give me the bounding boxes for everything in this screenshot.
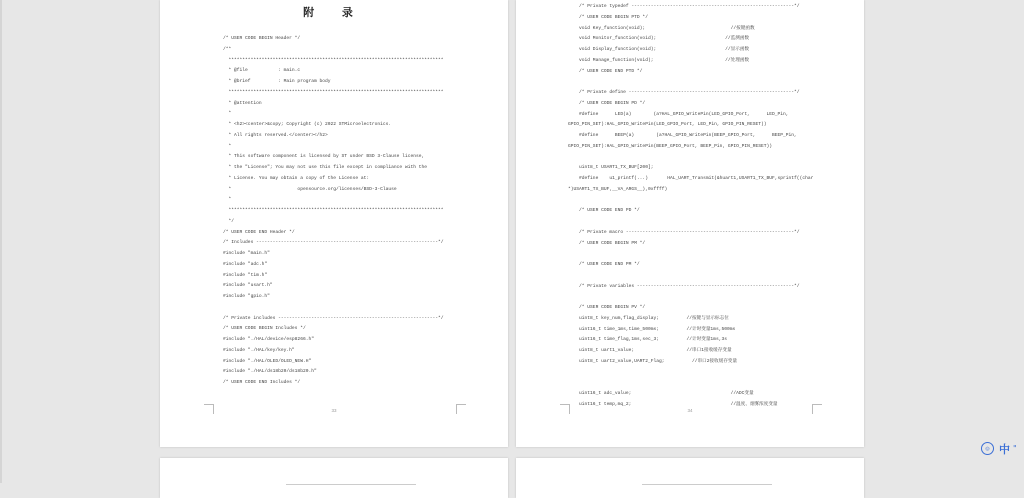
code-line: #include "./HAL/key/key.h": [223, 347, 295, 353]
code-line: *)USART1_TX_BUF,__VA_ARGS__),0xffff): [568, 186, 668, 192]
code-listing: [568, 2, 858, 411]
code-line: uint8_t USART1_TX_BUF[200];: [568, 165, 654, 171]
code-line: void Key_function(void); //按键函数: [568, 25, 755, 31]
code-line: /* Private includes ----------------------------------------------------------*/: [223, 315, 444, 321]
code-line: * @file : main.c: [223, 68, 301, 74]
faint-header-rule: [642, 484, 772, 485]
code-line: /* Private define ------------------------------------------------------------*/: [568, 90, 800, 95]
code-line: GPIO_PIN_SET):HAL_GPIO_WritePin(BEEP_GPIO_Port, BEEP_Pin, GPIO_PIN_RESET)): [568, 143, 772, 149]
translate-badge[interactable]: [981, 440, 1024, 457]
code-line: ******************************************************************************: [223, 89, 444, 95]
translate-icon[interactable]: ◎: [981, 442, 994, 455]
code-line: [568, 217, 858, 228]
code-line: [568, 292, 858, 303]
code-line: [568, 378, 858, 389]
code-line: /* USER CODE BEGIN PTD */: [568, 14, 648, 20]
code-line: /* USER CODE BEGIN PM */: [568, 240, 646, 246]
document-page-34: [516, 0, 864, 447]
code-line: #include "main.h": [223, 251, 270, 256]
code-line: uint8_t uart2_value,UART2_Flag; //串口2接收缓存变量: [568, 358, 738, 364]
code-line: * @attention: [223, 100, 262, 106]
page-number: 34: [687, 408, 693, 413]
code-line: #include "gpio.h": [223, 294, 270, 299]
code-line: void Monitor_function(void); //监测函数: [568, 36, 750, 42]
code-line: uint8_t key_num,flag_display; //按键与显示标志位: [568, 315, 729, 321]
code-line: /* USER CODE BEGIN PV */: [568, 305, 646, 310]
code-line: *: [223, 197, 232, 203]
code-line: #define LED(a) (a?HAL_GPIO_WritePin(LED_GPIO_Port, LED_Pin,: [568, 111, 789, 117]
code-line: ******************************************************************************: [223, 57, 444, 63]
code-line: *: [223, 111, 232, 117]
document-page-33: [160, 0, 508, 447]
code-line: /* USER CODE END Includes */: [223, 380, 301, 385]
code-line: /* Private macro -------------------------------------------------------------*/: [568, 229, 800, 235]
code-line: [568, 77, 858, 88]
code-line: * @brief : Main program body: [223, 79, 331, 84]
code-listing: [223, 34, 505, 389]
code-line: [568, 249, 858, 260]
code-line: [568, 153, 858, 164]
code-line: /* USER CODE BEGIN Includes */: [223, 326, 306, 332]
document-page-next-left: [160, 458, 508, 498]
code-line: /* Includes ------------------------------------------------------------------*/: [223, 240, 444, 246]
code-line: uint8_t uart1_value; //串口1接收缓存变量: [568, 348, 732, 353]
code-line: /* USER CODE BEGIN PD */: [568, 100, 646, 106]
code-line: /**: [223, 46, 232, 52]
code-line: * <h2><center>&copy; Copyright (c) 2022 STMicroelectronics.: [223, 122, 392, 127]
code-line: /* USER CODE END PTD */: [568, 68, 643, 74]
code-line: ******************************************************************************: [223, 208, 444, 213]
document-page-next-right: [516, 458, 864, 498]
code-line: [568, 271, 858, 282]
code-line: /* Private typedef -----------------------------------------------------------*/: [568, 4, 800, 9]
code-line: #include "tim.h": [223, 272, 268, 278]
code-line: * This software component is licensed by ST under BSD 3-Clause license,: [223, 154, 425, 160]
code-line: /* USER CODE END Header */: [223, 229, 295, 235]
code-line: #include "./HAL/ds18b20/ds18b20.h": [223, 369, 317, 375]
code-line: */: [223, 218, 235, 224]
code-line: uint16_t time_flag,1ms,sec_3; //计时变量1ms,3s: [568, 337, 727, 343]
code-line: void Display_function(void); //显示函数: [568, 47, 750, 52]
code-line: [568, 368, 858, 379]
code-line: *: [223, 143, 232, 149]
code-line: * All rights reserved.</center></h2>: [223, 132, 328, 138]
page-heading: 附 录: [303, 6, 365, 19]
code-line: /* USER CODE BEGIN Header */: [223, 36, 301, 41]
code-line: #include "usart.h": [223, 283, 273, 289]
code-line: * opensource.org/licenses/BSD-3-Clause: [223, 186, 397, 192]
code-line: void Manage_function(void); //处理函数: [568, 57, 750, 63]
code-line: * License. You may obtain a copy of the License at:: [223, 175, 370, 181]
code-line: #define u1_printf(...) HAL_UART_Transmit(&huart1,USART1_TX_BUF,sprintf((char: [568, 176, 814, 181]
code-line: #define BEEP(a) (a?HAL_GPIO_WritePin(BEEP_GPIO_Port, BEEP_Pin,: [568, 133, 797, 138]
code-line: /* USER CODE END PM */: [568, 262, 640, 267]
code-line: [568, 196, 858, 207]
code-line: #include "adc.h": [223, 261, 268, 267]
faint-header-rule: [286, 484, 416, 485]
translate-label[interactable]: 中: [999, 442, 1010, 456]
code-line: [223, 303, 505, 314]
code-line: /* Private variables ---------------------------------------------------------*/: [568, 283, 800, 289]
code-line: #include "./HAL/OLED/OLED_NEW.H": [223, 358, 312, 364]
code-line: * the "License"; You may not use this file except in compliance with the: [223, 165, 427, 170]
code-line: /* USER CODE END PD */: [568, 208, 640, 214]
page-number: 33: [331, 408, 337, 413]
code-line: #include "./HAL/device/esp8266.h": [223, 337, 314, 342]
code-line: uint16_t time_1ms,time_500ms; //计时变量1ms,500ms: [568, 326, 736, 332]
window-left-edge: [0, 0, 2, 483]
translate-extra: ": [1013, 444, 1017, 453]
code-line: GPIO_PIN_SET):HAL_GPIO_WritePin(LED_GPIO_Port, LED_Pin, GPIO_PIN_RESET)): [568, 122, 767, 128]
code-line: uint16_t temp,mq_2; //温度、烟雾浓度变量: [568, 401, 778, 407]
code-line: uint16_t adc_value; //ADC变量: [568, 391, 754, 396]
